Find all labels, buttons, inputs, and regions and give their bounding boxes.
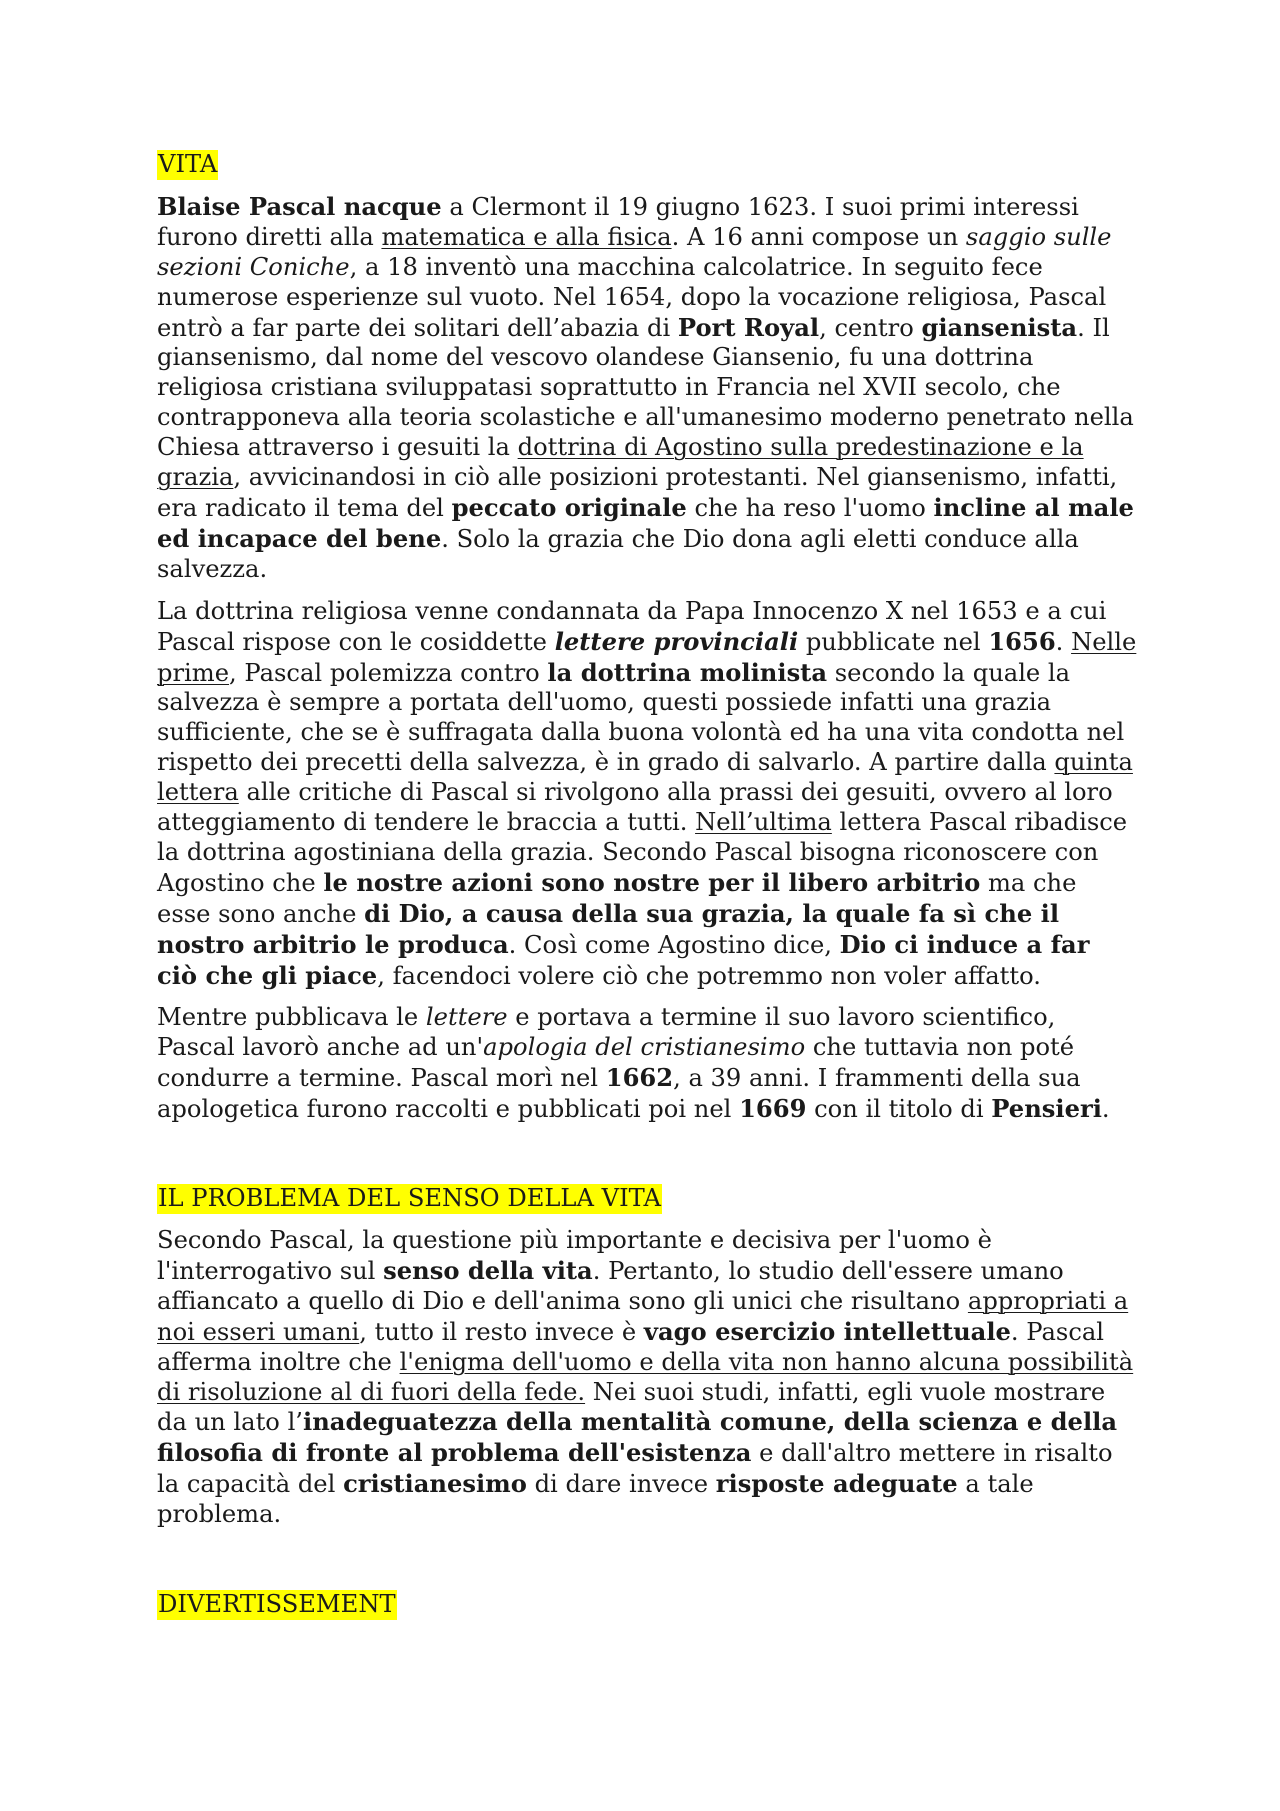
- text-run: Pensieri: [991, 1094, 1102, 1124]
- text-run: a tale problema.: [157, 1470, 1034, 1529]
- text-run: 1669: [739, 1094, 807, 1124]
- text-run: che tuttavia non poté condurre a termine. Pascal morì nel: [157, 1033, 1075, 1093]
- text-run: apologia del cristianesimo: [483, 1033, 806, 1062]
- text-run: , a 18 inventò una macchina calcolatrice. In seguito fece numerose esperienze sul vuoto. Nel 1654, dopo la vocazione religiosa, Pascal entrò a far parte dei solitari dell’abazia di: [157, 252, 1107, 342]
- paragraph-senso-vita-1: [157, 1226, 1137, 1530]
- text-run: inadeguatezza della mentalità comune, della scienza e della filosofia di fronte al problema dell'esistenza: [157, 1407, 1117, 1468]
- paragraph-vita-2: [157, 597, 1137, 992]
- section-spacer: [157, 1137, 1137, 1184]
- text-run: risposte adeguate: [715, 1469, 958, 1499]
- document-page: [157, 150, 1137, 1632]
- text-run: le nostre azioni sono nostre per il libero arbitrio: [323, 867, 981, 897]
- text-run: di Dio, a causa della sua grazia, la quale fa sì che il nostro arbitrio le produca: [157, 898, 1060, 959]
- text-run: , avvicinandosi in ciò alle posizioni protestanti. Nel giansenismo, infatti, era radicato il tema del: [157, 463, 1118, 522]
- text-run: . Così come Agostino dice,: [508, 930, 840, 959]
- text-run: e portava a termine il suo lavoro scientifico, Pascal lavorò anche ad un': [157, 1003, 1056, 1062]
- text-run: con il titolo di: [806, 1095, 992, 1124]
- text-run: , facendoci volere ciò che potremmo non voler affatto.: [377, 961, 1041, 990]
- text-run: Nell’ultima: [695, 808, 832, 837]
- text-run: dottrina di Agostino sulla predestinazione e la grazia: [157, 433, 1084, 492]
- text-run: , tutto il resto invece è: [359, 1317, 644, 1346]
- section-spacer: [157, 1542, 1137, 1590]
- text-run: , Pascal polemizza contro: [229, 658, 548, 687]
- text-run: 1656: [988, 626, 1056, 656]
- text-run: .: [1055, 627, 1072, 656]
- text-run: appropriati a noi esseri umani: [157, 1286, 1129, 1346]
- text-run: ma che esse sono anche: [157, 868, 1077, 928]
- section-senso-vita: [157, 1184, 1137, 1214]
- text-run: matematica e alla fisica: [381, 222, 672, 251]
- text-run: vago esercizio intellettuale: [643, 1316, 1011, 1346]
- text-run: senso della vita: [383, 1255, 593, 1285]
- text-run: Secondo Pascal, la questione più importante e decisiva per l'uomo è l'interrogativo sul: [157, 1226, 992, 1285]
- text-run: lettere: [425, 1003, 508, 1032]
- text-run: giansenista: [921, 312, 1078, 342]
- paragraph-vita-1: [157, 192, 1137, 585]
- text-run: , a 39 anni. I frammenti della sua apologetica furono raccolti e pubblicati poi nel: [157, 1064, 1081, 1124]
- text-run: lettere provinciali: [554, 626, 799, 656]
- text-run: lettera Pascal ribadisce la dottrina agostiniana della grazia. Secondo Pascal bisogna riconoscere con Agostino che: [157, 808, 1128, 897]
- text-run: peccato originale: [451, 492, 687, 522]
- text-run: Nelle prime: [157, 627, 1137, 687]
- section-heading-divertissement: DIVERTISSEMENT: [158, 1590, 396, 1619]
- text-run: . Il giansenismo, dal nome del vescovo olandese Giansenio, fu una dottrina religiosa cristiana sviluppatasi soprattutto in Francia nel XVII secolo, che contrapponeva alla teoria scolastiche e all'umanesimo moderno penetrato nella Chiesa attraverso i gesuiti la: [157, 313, 1134, 462]
- text-run: cristianesimo: [343, 1469, 527, 1499]
- text-run: Port Royal: [677, 312, 820, 342]
- section-divertissement: [157, 1590, 1137, 1620]
- text-run: . Pertanto, lo studio dell'essere umano affiancato a quello di Dio e dell'anima sono gli unici che risultano: [157, 1256, 1064, 1315]
- text-run: Nei suoi studi, infatti, egli vuole mostrare da un lato l’: [157, 1377, 1106, 1437]
- section-vita: [157, 150, 1137, 180]
- text-run: Dio ci induce a far ciò che gli piace: [157, 929, 1090, 990]
- section-heading-vita: VITA: [158, 150, 218, 178]
- text-run: . A 16 anni compose un: [671, 222, 966, 251]
- text-run: di dare invece: [526, 1470, 716, 1499]
- text-run: quinta lettera: [157, 748, 1133, 807]
- text-run: 1662: [605, 1063, 674, 1093]
- text-run: saggio sulle sezioni Coniche: [157, 222, 1112, 281]
- text-run: e dall'altro mettere in risalto la capacità del: [157, 1439, 1113, 1499]
- text-run: che ha reso l'uomo: [686, 493, 934, 522]
- text-run: . Pascal afferma inoltre che: [157, 1317, 1105, 1376]
- section-heading-senso-vita: IL PROBLEMA DEL SENSO DELLA VITA: [158, 1184, 661, 1213]
- paragraph-vita-3: [157, 1003, 1137, 1125]
- text-run: Blaise Pascal nacque: [157, 191, 442, 221]
- text-run: l'enigma dell'uomo e della vita non hanno alcuna possibilità di risoluzione al di fuori della fede.: [157, 1347, 1134, 1406]
- text-run: alle critiche di Pascal si rivolgono alla prassi dei gesuiti, ovvero al loro atteggiamento di tendere le braccia a tutti.: [157, 778, 1113, 837]
- text-run: Mentre pubblicava le: [157, 1003, 426, 1032]
- text-run: . Solo la grazia che Dio dona agli eletti conduce alla salvezza.: [157, 524, 1079, 583]
- text-run: secondo la quale la salvezza è sempre a portata dell'uomo, questi possiede infatti una grazia sufficiente, che se è suffragata dalla buona volontà ed ha una vita condotta nel rispetto dei precetti della salvezza, è in grado di salvarlo. A partire dalla: [157, 658, 1125, 777]
- text-run: incline al male ed incapace del bene: [157, 492, 1134, 553]
- text-run: a Clermont il 19 giugno 1623. I suoi primi interessi furono diretti alla: [157, 192, 1079, 251]
- text-run: La dottrina religiosa venne condannata da Papa Innocenzo X nel 1653 e a cui Pascal rispose con le cosiddette: [157, 596, 1107, 656]
- text-run: la dottrina molinista: [547, 657, 828, 687]
- text-run: , centro: [819, 313, 922, 342]
- text-run: .: [1101, 1095, 1110, 1124]
- text-run: pubblicate nel: [798, 627, 989, 656]
